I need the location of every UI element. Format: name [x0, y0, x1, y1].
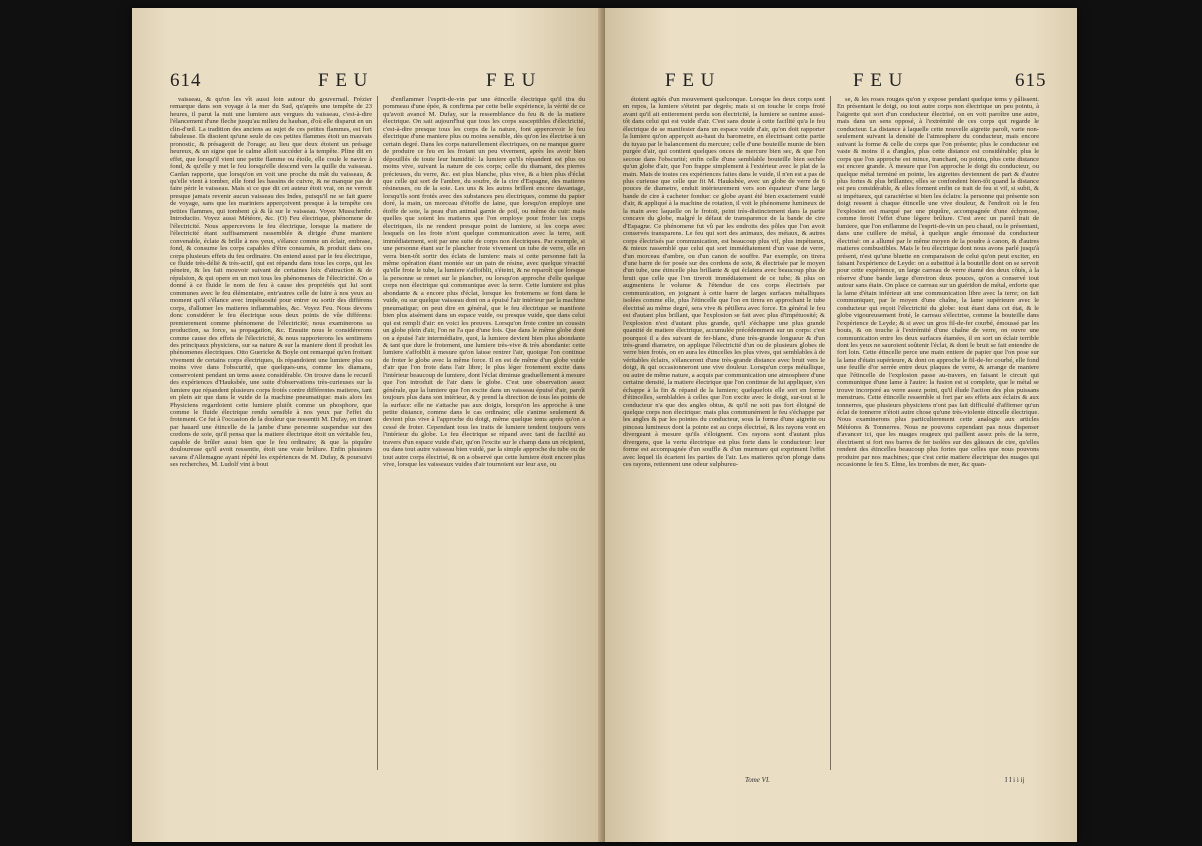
running-head-left-2: F E U — [486, 70, 537, 91]
right-page — [605, 8, 1077, 842]
volume-signature: Tome VI. — [745, 776, 771, 784]
right-column-1-text: étoient agités d'un mouvement quelconque. Lorsque les deux corps sont en repos, la lumiere s'éteint par degrés; mais si on touche le corps froté avant qu'il ait entierement perdu son électricité, la lumiere se ranime aussi-tôt dans celui qui est vuide d'air. C'est sans doute à cette facilité qu'a le feu électrique de se manifester dans un espace vuide d'air, qu'on doit rapporter la lumiere qu'on apperçoit au-haut du barometre, en électrisant cette partie du tuyau par le balancement du mercure; celle d'une bouteille munie de bien purgée d'air, qui contient quelques onces de mercure bien sec, & que l'on secoue dans l'obscurité; enfin celle d'une semblable bouteille bien sechée qu'un globe d'air, que l'on frappe simplement à l'extérieur avec le plat de la main. Mais de toutes ces expériences faites dans le vuide, il n'en est a pas de plus curieuse que celle que fit M. Hauksbée, avec un globe de verre de 6 pouces de diametre, enduit intérieurement vers son équateur d'une large bande de cire à cacheter fondue: ce globe ayant été bien exactement vuidé d'air, & appliqué à la machine de rotation, il voit le phénomene lumineux de la main avec laquelle on le frotoit, peint très-distinctement dans la partie concave du globe, malgré le défaut de transparence de la bande de cire d'Espagne. Ce phénomene fut vû par les endroits des pôles que l'on avoit conservés transparens. Le feu qui sort des animaux, des métaux, & autres corps électrisés par communication, est beaucoup plus vif, plus impétueux, & mieux rassemblé que celui qui sort immédiatement d'un vase de verre, d'un morceau d'ambre, ou d'un canon de souffre. Par exemple, on tirera d'une barre de fer posée sur des cordons de soie, & électrisée par le moyen d'un tube, une étincelle plus brillante & qui éclatera avec beaucoup plus de bruit que celle que l'on tireroit immédiatement de ce tube; & plus on augmentera le volume & l'étendue de ces corps électrisés par communication, en joignant à cette barre de larges surfaces métalliques isolées comme elle, plus l'étincelle que l'on en tirera en approchant le tube électrisé au même degré, sera vive & pétillera avec force. En général le feu est d'autant plus brillant, que l'explosion se fait avec plus d'impétuosité; & l'explosion n'est d'autant plus grande, qu'il s'échappe une plus grande quantité de matiere électrique, accumulée précédemment sur un corps: c'est pourquoi il a des suivant de fer-blanc, d'une très-grande longueur & d'un très-grand diametre, on applique l'électricité d'un ou de plusieurs globes de verre bien frotés, on en aura les étincelles les plus vives, qui semblables à de véritables éclairs, s'élanceront d'une très-grande distance avec bruit vers le doigt, & qui occasionneront une vive douleur. Lorsqu'un corps métallique, ou autre de même nature, a acquis par communication une atmosphere d'une certaine densité, la matiere électrique que l'on continue de lui appliquer, s'en échappe à la fin & répand de la lumiere; quelquefois elle sort en forme d'étincelles, semblables à celles que l'on excite avec le doigt, sur-tout si le conducteur n'a que des angles obtus, & qu'il ne soit pas fort éloigné de quelque corps non électrique: mais plus communément le feu s'échappe par les angles & par les pointes du conducteur, sous la forme d'une aigrette ou pinceau lumineux dont la pointe est au corps électrisé, & les rayons vont en divergeant à mesure qu'ils s'éloignent. Ces rayons sont d'autant plus divergens, que la vertu électrique est plus forte dans le conducteur: leur forme est accompagnée d'un souffle & d'un murmure qui expriment l'effet avec lequel ils écartent les parties de l'air. Les matieres qu'on plonge dans ces rayons, retiennent une odeur sulphureu- — [623, 96, 825, 469]
right-column-2 — [837, 96, 1039, 772]
left-column-1 — [170, 96, 372, 772]
left-column-1-text: vaisseau, & qu'on les vît aussi loin autour du gouvernail. Frézier remarque dans son voyage à la mer du Sud, qu'après une tempête de 23 heures, il parut la nuit une lumiere aux vergues du vaisseau, c'est-à-dire l'élancement d'une fleche jusqu'au milieu du hauban, d'où elle disparut en un clin-d'œil. La tradition des anciens au sujet de ces petites flammes, est fort fabuleuse. Ils disoient qu'une seule de ces petites flammes étoit un mauvais pronostic, & présageoit de l'orage; au lieu que deux étoient un présage heureux, & un signe que le calme alloit succéder à la tempête. Pline dit en effet, que lorsqu'il vient une petite flamme ou étoile, elle coule le navire à fond, & qu'elle y met le feu lorsqu'elle descend vers la quille du vaisseau. Cardan rapporte, que lorsqu'on en voit une proche du mât du vaisseau, & qu'elle vient à tomber, elle fond les bassins de cuivre, & ne manque pas de faire périr le vaisseau. Mais si ce que dit cet auteur étoit vrai, on ne verroit presque jamais revenir aucun vaisseau des Indes, puisqu'il ne se fait guere de voyage, sans que les mariniers apperçoivent presque à la tempête ces petites flammes, qui tombent çà & là sur le vaisseau. Voyez Musschenbr. Introductio. Voyez aussi Météore, &c. (O) Feu électrique, phénomene de l'électricité. Nous appercevons le feu électrique, lorsque la matiere de l'électricité étant suffisamment rassemblée & dirigée d'une maniere convenable, éclate & brille à nos yeux, s'élance comme un éclair, embrase, fond, & consume les corps capables d'être consumés, & produit dans ces corps plusieurs effets du feu ordinaire. On entend aussi par le feu électrique, ce fluide très-délié & très-actif, qui est répandu dans tous les corps, qui les pénetre, & les fait mouvoir suivant de certaines loix d'attraction & de répulsion, & qui opere en un mot tous les phénomenes de l'électricité. On a donné à ce fluide le nom de feu à cause des propriétés qui lui sont communes avec le feu élémentaire, entr'autres celle de luire à nos yeux au moment qu'il s'élance avec impétuosité pour entrer ou sortir des différens corps, d'allumer les matieres inflammables, &c. Voyez Feu. Nous devons donc considérer le feu électrique sous deux points de vûe différens: premierement comme phénomene de l'électricité; nous examinerons sa production, sa force, sa propagation, &c. Ensuite nous le considérerons comme cause des effets de l'électricité, & nous rapporterons les sentimens des principaux physiciens, sur sa nature & sur la maniere dont il produit les phénomenes électriques. Otto Guericke & Boyle ont remarqué qu'en frottant vivement de certains corps électriques, ils répandoient une lumiere plus ou moins vive dans l'obscurité, que quelques-uns, comme les diamans, conservoient pendant un tems assez considérable. On trouve dans le recueil des expériences d'Hauksbée, une suite d'observations très-curieuses sur la lumiere que répandent plusieurs corps frotés contre différentes matieres, tant en plein air que dans le vuide de la machine pneumatique: mais alors les Physiciens regardoient cette lumiere plutôt comme un phosphore, que comme le fluide électrique rendu sensible à nos yeux par l'effet du frotement. Ce fut à l'occasion de la douleur que ressentit M. Dufay, en tirant par hasard une étincelle de la jambe d'une personne suspendue sur des cordons de soie, qu'il pensa que la matiere électrique étoit un véritable feu, capable de brûler aussi bien que le feu ordinaire; & que la piquûre douloureuse qu'il avoit ressentie, étoit une vraie brûlure. Enfin plusieurs savans d'Allemagne ayant répété les expériences de M. Dufay, & poursuivi ses recherches, M. Ludolf vint à bout — [170, 96, 372, 469]
right-column-2-text: se, & les roses rouges qu'on y expose pendant quelque tems y pâlissent. En présentant le doigt, ou tout autre corps non électrique un peu pointu, à l'aigrette qui sort d'un conducteur électrisé, on en voit paroître une autre, mais dans un sens opposé, à l'extrémité de ces corps qui regarde le conducteur. La distance à laquelle cette nouvelle aigrette paroît, varie non-seulement suivant la densité de l'atmosphere du conducteur, mais encore suivant la forme & celle du corps que l'on présente; plus le conducteur est vaste & moins il a d'angles, plus cette distance est considérable; plus le corps que l'on approche est mince, tranchant, ou pointu, plus cette distance est encore grande. À mesure que l'on approche le doigt du conducteur, ou quelque métal terminé en pointe, les aigrettes deviennent de part & d'autre plus fortes & plus brillantes; elles se confondent bien-tôt quand la distance est peu considérable, & elles forment enfin ce trait de feu si vif, si subit, & si impétueux, qui caractérise si bien les éclairs: la personne qui présente son doigt ressent à chaque étincelle une vive douleur, & l'endroit où le feu l'explosion est marqué par une piquûre, accompagnée d'une échymose, comme feroit l'effet d'une légere brûlure. C'est avec un pareil trait de lumiere, que l'on enflamme de l'esprit-de-vin un peu chaud, ou le présentant, dans une cuillere de métal, à quelque angle émoussé du conducteur électrisé: on a allumé par le même moyen de la poudre à canon, & d'autres matieres combustibles. Mais le feu électrique dont nous avons parlé jusqu'à présent, n'est qu'une bluette en comparaison de celui qu'on peut exciter, en faisant l'expérience de Leyde: on a substitué à la bouteille dont on se servoit pour cette expérience, un large carreau de verre étamé des deux côtés, à la réserve d'une bande large d'environ deux pouces, qu'on a conservé tout autour sans étain. On place ce carreau sur un guéridon de métal, enforte que la lame d'étain inférieur ait une communication libre avec la terre; on fait communiquer, par le moyen d'une chaîne, la lame supérieure avec le conducteur qui reçoit l'électricité du globe: tout étant dans cet état, & le globe vigoureusement froté, le carreau s'électrise, comme la bouteille dans l'expérience de Leyde; & si avec un gros fil-de-fer courbé, émoussé par les bouts, & on touche à l'extrémité d'une chaîne de verre, on ouvre une communication entre les deux surfaces étamées, il en sort un éclair terrible dont les yeux ne sauroient soûtenir l'éclat, & dont le bruit se fait entendre de fort loin. Cette étincelle perce une main entiere de papier que l'on pose sur la lame d'étain supérieure, & dont on approche le fil-de-fer courbé, elle fond une feuille d'or serrée entre deux plaques de verre, & arrange de maniere que l'étincelle de l'explosion passe au-travers, en faisant le circuit qui communique d'une lame à l'autre: la fusion est si complete, que le métal se trouve incorporé au verre assez point, qu'il élude l'action des plus puissans menstrues. Cette étincelle ressemble si fort par ses effets aux éclairs & aux tonnerres, que plusieurs physiciens n'ont pas fait difficulté d'affirmer qu'un éclat de tonnerre n'étoit autre chose qu'une très-violente étincelle électrique. Nous examinerons plus particulierement cette analogie aux articles Météores & Tonnerres. Nous ne pouvons cependant pas nous dispenser d'avancer ici, que les nuages orageux qui paillent assez près de la terre, électrisent si fort nos barres de fer isolées sur des gâteaux de cire, qu'elles rendent des étincelles beaucoup plus fortes que celles que nous pouvons produire par nos machines; que c'est cette matiere électrique des nuages qui occasionne le feu S. Elme, les trombes de mer, &c quan- — [837, 96, 1039, 469]
column-rule-right — [830, 96, 831, 770]
catchword: I I i i ij — [1005, 776, 1025, 784]
column-rule-left — [377, 96, 378, 770]
running-head-left-1: F E U — [318, 70, 369, 91]
running-head-right-2: F E U — [853, 70, 904, 91]
running-head-right-1: F E U — [665, 70, 716, 91]
page-number-right: 615 — [1015, 70, 1047, 91]
left-column-2-text: d'enflammer l'esprit-de-vin par une étincelle électrique qu'il tira du pommeau d'une épée, & confirma par cette belle expérience, la vérité de ce qu'avoit avancé M. Dufay, sur la ressemblance du feu & de la matiere électrique. On sait aujourd'hui que tous les corps susceptibles d'électricité, c'est-à-dire presque tous les corps de la nature, font appercevoir le feu électrique d'une maniere plus ou moins sensible, dès qu'on les électrise à un certain degré. Dans les corps naturellement électriques, on ne manque guere de produire ce feu en les frotant un peu vivement, après les avoir bien dépouillés de toute leur humidité: la lumiere qu'ils répandent est plus ou moins vive, suivant la nature de ces corps; celle du diamant, des pierres précieuses, du verre, &c. est plus blanche, plus vive, & a bien plus d'éclat que celle qui sort de l'ambre, du soufre, de la cire d'Espagne, des matieres résineuses, ou de la soie. Les uns & les autres brillent encore davantage, lorsqu'ils sont frotés avec des substances peu électriques, comme du papier doré, la main, un morceau d'étoffe de laine, que lorsqu'on employe une étoffe de soie, la peau d'un animal garnie de poil, ou même du cuir: mais quelles que soient les matieres que l'on employe pour froter les corps électriques, ils ne rendent presque point de lumiere, si les corps avec lesquels on les frote n'ont quelque communication avec la terre, soit immédiatement, soit par une suite de corps non électriques. Par exemple, si une personne étant sur le plancher frote vivement un tube de verre, elle en verra bien-tôt sortir des éclats de lumiere: mais si cette personne fait la même opération étant montée sur un pain de résine, avec quelque vivacité qu'elle frote le tube, la lumiere s'affoiblit, s'éteint, & ne reparoît que lorsque la personne se remet sur le plancher, ou lorsqu'on approche d'elle quelque corps non électrique qui communique avec la terre. Cette lumiere est plus abondante & a encore plus d'éclat, lorsque les frotemens se font dans le vuide, ou sur quelque vaisseau dont on a épuisé l'air intérieur par la machine pneumatique; on peut dire en général, que le feu électrique se manifeste bien plus aisément dans un espace vuide, ou presque vuide, que dans celui qui est rempli d'air: en voici les preuves. Lorsqu'on frote contre un coussin un globe plein d'air, l'on ne l'a que d'une fois. Que dans le même globe dont on a épuisé l'air intermédiaire, quoi, la lumiere devient bien plus abondante & tant que dure le frotement, une lumiere très-vive & très abondante: cette lumiere s'affoiblit à mesure qu'on laisse rentrer l'air, quoique l'on continue de froter le globe avec la même force. Il en est de même d'un globe vuide d'air que l'on frote dans l'air libre; le plus léger frotement excite dans l'intérieur beaucoup de lumiere, dont l'éclat diminue graduellement à mesure que l'on introduit de l'air dans le globe. C'est une observation assez générale, que la lumiere que l'on excite dans un vaisseau épuisé d'air, paroît toujours plus dans son intérieur, & y prend la direction de tous les points de la surface: elle ne s'attache pas aux doigts, lorsqu'on les approche à une petite distance, comme dans le cas ordinaire; elle s'anime seulement & devient plus vive à l'approche du doigt, même quelque tems après qu'on a cessé de froter. Cependant tous les traits de lumiere tendent toujours vers l'intérieur du globe. Le feu électrique se répand avec tant de facilité au travers d'un espace vuide d'air, qu'on l'excite sur le champ dans un récipient, ou dans tout autre vaisseau bien vuidé, par la simple approche du tube ou de tout autre corps électrisé, & on a observé que cette lumiere étoit encore plus vive, lorsque les vaisseaux vuides d'air tournoient sur leur axe, ou — [383, 96, 585, 469]
book-spread — [132, 8, 1077, 842]
page-number-left: 614 — [170, 70, 202, 91]
left-column-2 — [383, 96, 585, 772]
left-page — [132, 8, 604, 842]
right-column-1 — [623, 96, 825, 772]
